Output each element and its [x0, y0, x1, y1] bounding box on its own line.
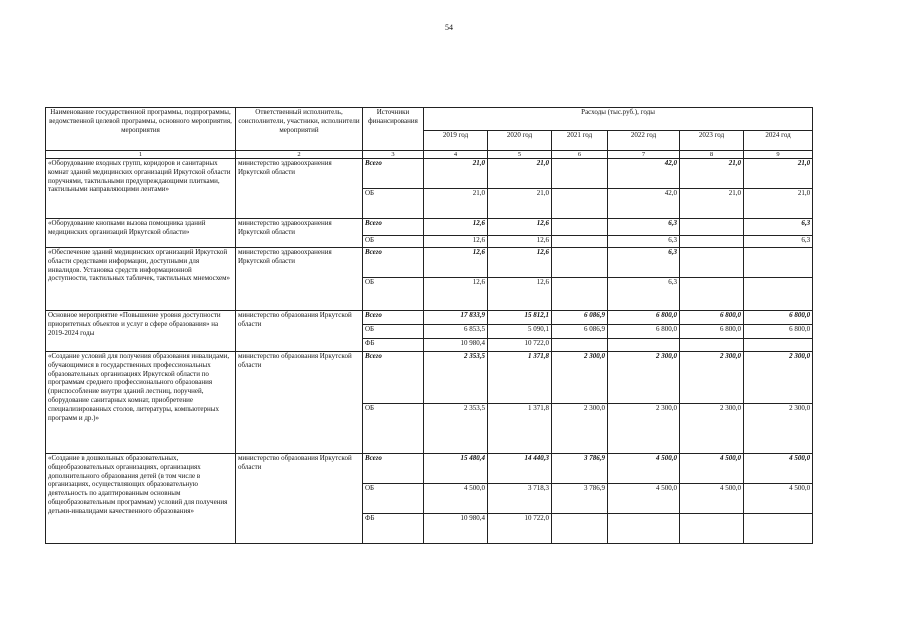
expense-value: 4 500,0 — [608, 484, 680, 514]
expense-value: 21,0 — [424, 189, 488, 219]
expense-value — [744, 514, 813, 544]
funding-source: Всего — [363, 248, 424, 278]
expense-value: 6 800,0 — [680, 311, 744, 325]
expense-value: 2 300,0 — [552, 352, 608, 404]
expense-value: 21,0 — [488, 159, 552, 189]
expense-value: 6,3 — [608, 248, 680, 278]
expense-value: 1 371,8 — [488, 352, 552, 404]
header-executor: Ответственный исполнитель, соисполнители, участники, исполнители мероприятий — [236, 108, 363, 151]
expense-value: 4 500,0 — [744, 484, 813, 514]
expense-value — [608, 339, 680, 352]
funding-source: ОБ — [363, 278, 424, 311]
expense-value: 2 300,0 — [744, 352, 813, 404]
expense-value — [680, 219, 744, 236]
activity-name: «Оборудование входных групп, коридоров и санитарных комнат зданий медицинских организаций Иркутской области поручнями, тактильными предупреждающими плитками, тактильными направляющими лентами» — [46, 159, 236, 219]
expense-value: 14 440,3 — [488, 454, 552, 484]
expense-value: 2 353,5 — [424, 352, 488, 404]
expense-value: 3 786,9 — [552, 454, 608, 484]
expense-value: 21,0 — [744, 189, 813, 219]
funding-source: ОБ — [363, 325, 424, 339]
expense-value: 2 300,0 — [744, 404, 813, 454]
column-number: 9 — [744, 151, 813, 159]
funding-source: ФБ — [363, 339, 424, 352]
funding-source: ОБ — [363, 484, 424, 514]
expense-value: 12,6 — [424, 278, 488, 311]
expense-value: 4 500,0 — [680, 454, 744, 484]
expense-value: 10 722,0 — [488, 514, 552, 544]
expense-value — [552, 339, 608, 352]
column-number: 8 — [680, 151, 744, 159]
executor-cell: министерство образования Иркутской области — [236, 454, 363, 544]
expense-value: 2 300,0 — [680, 404, 744, 454]
funding-source: Всего — [363, 352, 424, 404]
expense-value — [680, 278, 744, 311]
activity-name: «Создание в дошкольных образовательных, общеобразовательных организациях, организациях дополнительного образования детей (в том числе в организациях, осуществляющих образовательную деятельность по адаптированным основным общеобразовательным программам) условий для получения детьми-инвалидами качественного образования» — [46, 454, 236, 544]
expense-value: 4 500,0 — [424, 484, 488, 514]
executor-cell: министерство образования Иркутской области — [236, 352, 363, 454]
expense-value: 21,0 — [744, 159, 813, 189]
expense-value: 6 853,5 — [424, 325, 488, 339]
executor-cell: министерство здравоохранения Иркутской области — [236, 219, 363, 248]
expense-value: 6,3 — [608, 236, 680, 248]
expense-value: 6 800,0 — [680, 325, 744, 339]
table-row — [46, 352, 813, 404]
expense-value: 12,6 — [424, 236, 488, 248]
funding-source: Всего — [363, 159, 424, 189]
funding-source: ОБ — [363, 236, 424, 248]
expense-value: 21,0 — [488, 189, 552, 219]
expense-value: 4 500,0 — [680, 484, 744, 514]
expense-value: 6 800,0 — [744, 311, 813, 325]
expense-value — [680, 236, 744, 248]
expense-value: 12,6 — [424, 248, 488, 278]
funding-source: Всего — [363, 219, 424, 236]
column-number: 4 — [424, 151, 488, 159]
expense-value — [552, 236, 608, 248]
header-name: Наименование государственной программы, подпрограммы, ведомственной целевой программы, основного мероприятия, мероприятия — [46, 108, 236, 151]
expense-value: 6,3 — [744, 236, 813, 248]
expense-value: 12,6 — [424, 219, 488, 236]
expense-value — [552, 189, 608, 219]
table-row — [46, 248, 813, 278]
expense-value — [552, 159, 608, 189]
expense-value — [552, 514, 608, 544]
expense-value: 12,6 — [488, 236, 552, 248]
header-year: 2022 год — [608, 131, 680, 151]
expense-value: 4 500,0 — [608, 454, 680, 484]
expense-value — [680, 339, 744, 352]
expense-value: 12,6 — [488, 278, 552, 311]
expense-value: 4 500,0 — [744, 454, 813, 484]
expense-value — [744, 248, 813, 278]
activity-name: Основное мероприятие «Повышение уровня доступности приоритетных объектов и услуг в сфере образования» на 2019-2024 годы — [46, 311, 236, 352]
expense-value: 17 833,9 — [424, 311, 488, 325]
expense-value: 3 718,3 — [488, 484, 552, 514]
table-row — [46, 159, 813, 189]
expense-value: 6 800,0 — [744, 325, 813, 339]
expense-value: 42,0 — [608, 159, 680, 189]
expense-value — [608, 514, 680, 544]
expense-value: 6,3 — [608, 219, 680, 236]
column-number: 7 — [608, 151, 680, 159]
column-number: 6 — [552, 151, 608, 159]
expense-value: 2 300,0 — [608, 352, 680, 404]
expense-value: 6 800,0 — [608, 325, 680, 339]
budget-table — [45, 107, 813, 544]
expense-value: 10 722,0 — [488, 339, 552, 352]
table-row — [46, 219, 813, 236]
column-number: 3 — [363, 151, 424, 159]
funding-source: Всего — [363, 454, 424, 484]
header-source: Источники финансирования — [363, 108, 424, 151]
expense-value: 10 980,4 — [424, 514, 488, 544]
table-row — [46, 454, 813, 484]
expense-value: 3 786,9 — [552, 484, 608, 514]
expense-value: 6 086,9 — [552, 325, 608, 339]
activity-name: «Оборудование кнопками вызова помощника зданий медицинских организаций Иркутской области» — [46, 219, 236, 248]
expense-value — [680, 514, 744, 544]
expense-value: 12,6 — [488, 248, 552, 278]
expense-value: 6,3 — [744, 219, 813, 236]
header-year: 2020 год — [488, 131, 552, 151]
expense-value — [552, 278, 608, 311]
expense-value: 1 371,8 — [488, 404, 552, 454]
activity-name: «Обеспечение зданий медицинских организаций Иркутской области средствами информации, доступными для инвалидов. Установка средств информационной доступности, тактильных табличек, тактильных мнемосхем» — [46, 248, 236, 311]
expense-value: 2 300,0 — [608, 404, 680, 454]
expense-value: 2 300,0 — [680, 352, 744, 404]
expense-value: 15 480,4 — [424, 454, 488, 484]
funding-source: ФБ — [363, 514, 424, 544]
funding-source: ОБ — [363, 404, 424, 454]
header-year: 2023 год — [680, 131, 744, 151]
expense-value: 12,6 — [488, 219, 552, 236]
expense-value: 5 090,1 — [488, 325, 552, 339]
column-number: 1 — [46, 151, 236, 159]
expense-value: 6,3 — [608, 278, 680, 311]
activity-name: «Создание условий для получения образования инвалидами, обучающимися в государственных профессиональных образовательных организациях Иркутской области по программам среднего профессионального образования (приспособление внутри зданий лестниц, поручней, оборудование санитарных комнат, приобретение специализированных столов, литературы, компьютерных программ и др.)» — [46, 352, 236, 454]
header-expenses: Расходы (тыс.руб.), годы — [424, 108, 813, 131]
expense-value — [552, 248, 608, 278]
expense-value: 2 300,0 — [552, 404, 608, 454]
column-number: 5 — [488, 151, 552, 159]
executor-cell: министерство здравоохранения Иркутской области — [236, 248, 363, 311]
expense-value: 6 086,9 — [552, 311, 608, 325]
expense-value: 10 980,4 — [424, 339, 488, 352]
column-number: 2 — [236, 151, 363, 159]
expense-value: 15 812,1 — [488, 311, 552, 325]
expense-value — [552, 219, 608, 236]
page-number: 54 — [445, 23, 453, 32]
expense-value: 21,0 — [680, 189, 744, 219]
funding-source: Всего — [363, 311, 424, 325]
funding-source: ОБ — [363, 189, 424, 219]
expense-value: 2 353,5 — [424, 404, 488, 454]
table-row — [46, 311, 813, 325]
expense-value: 42,0 — [608, 189, 680, 219]
header-year: 2021 год — [552, 131, 608, 151]
executor-cell: министерство здравоохранения Иркутской области — [236, 159, 363, 219]
expense-value — [744, 339, 813, 352]
expense-value — [744, 278, 813, 311]
header-year: 2019 год — [424, 131, 488, 151]
header-year: 2024 год — [744, 131, 813, 151]
expense-value — [680, 248, 744, 278]
expense-value: 21,0 — [680, 159, 744, 189]
executor-cell: министерство образования Иркутской области — [236, 311, 363, 352]
expense-value: 21,0 — [424, 159, 488, 189]
expense-value: 6 800,0 — [608, 311, 680, 325]
